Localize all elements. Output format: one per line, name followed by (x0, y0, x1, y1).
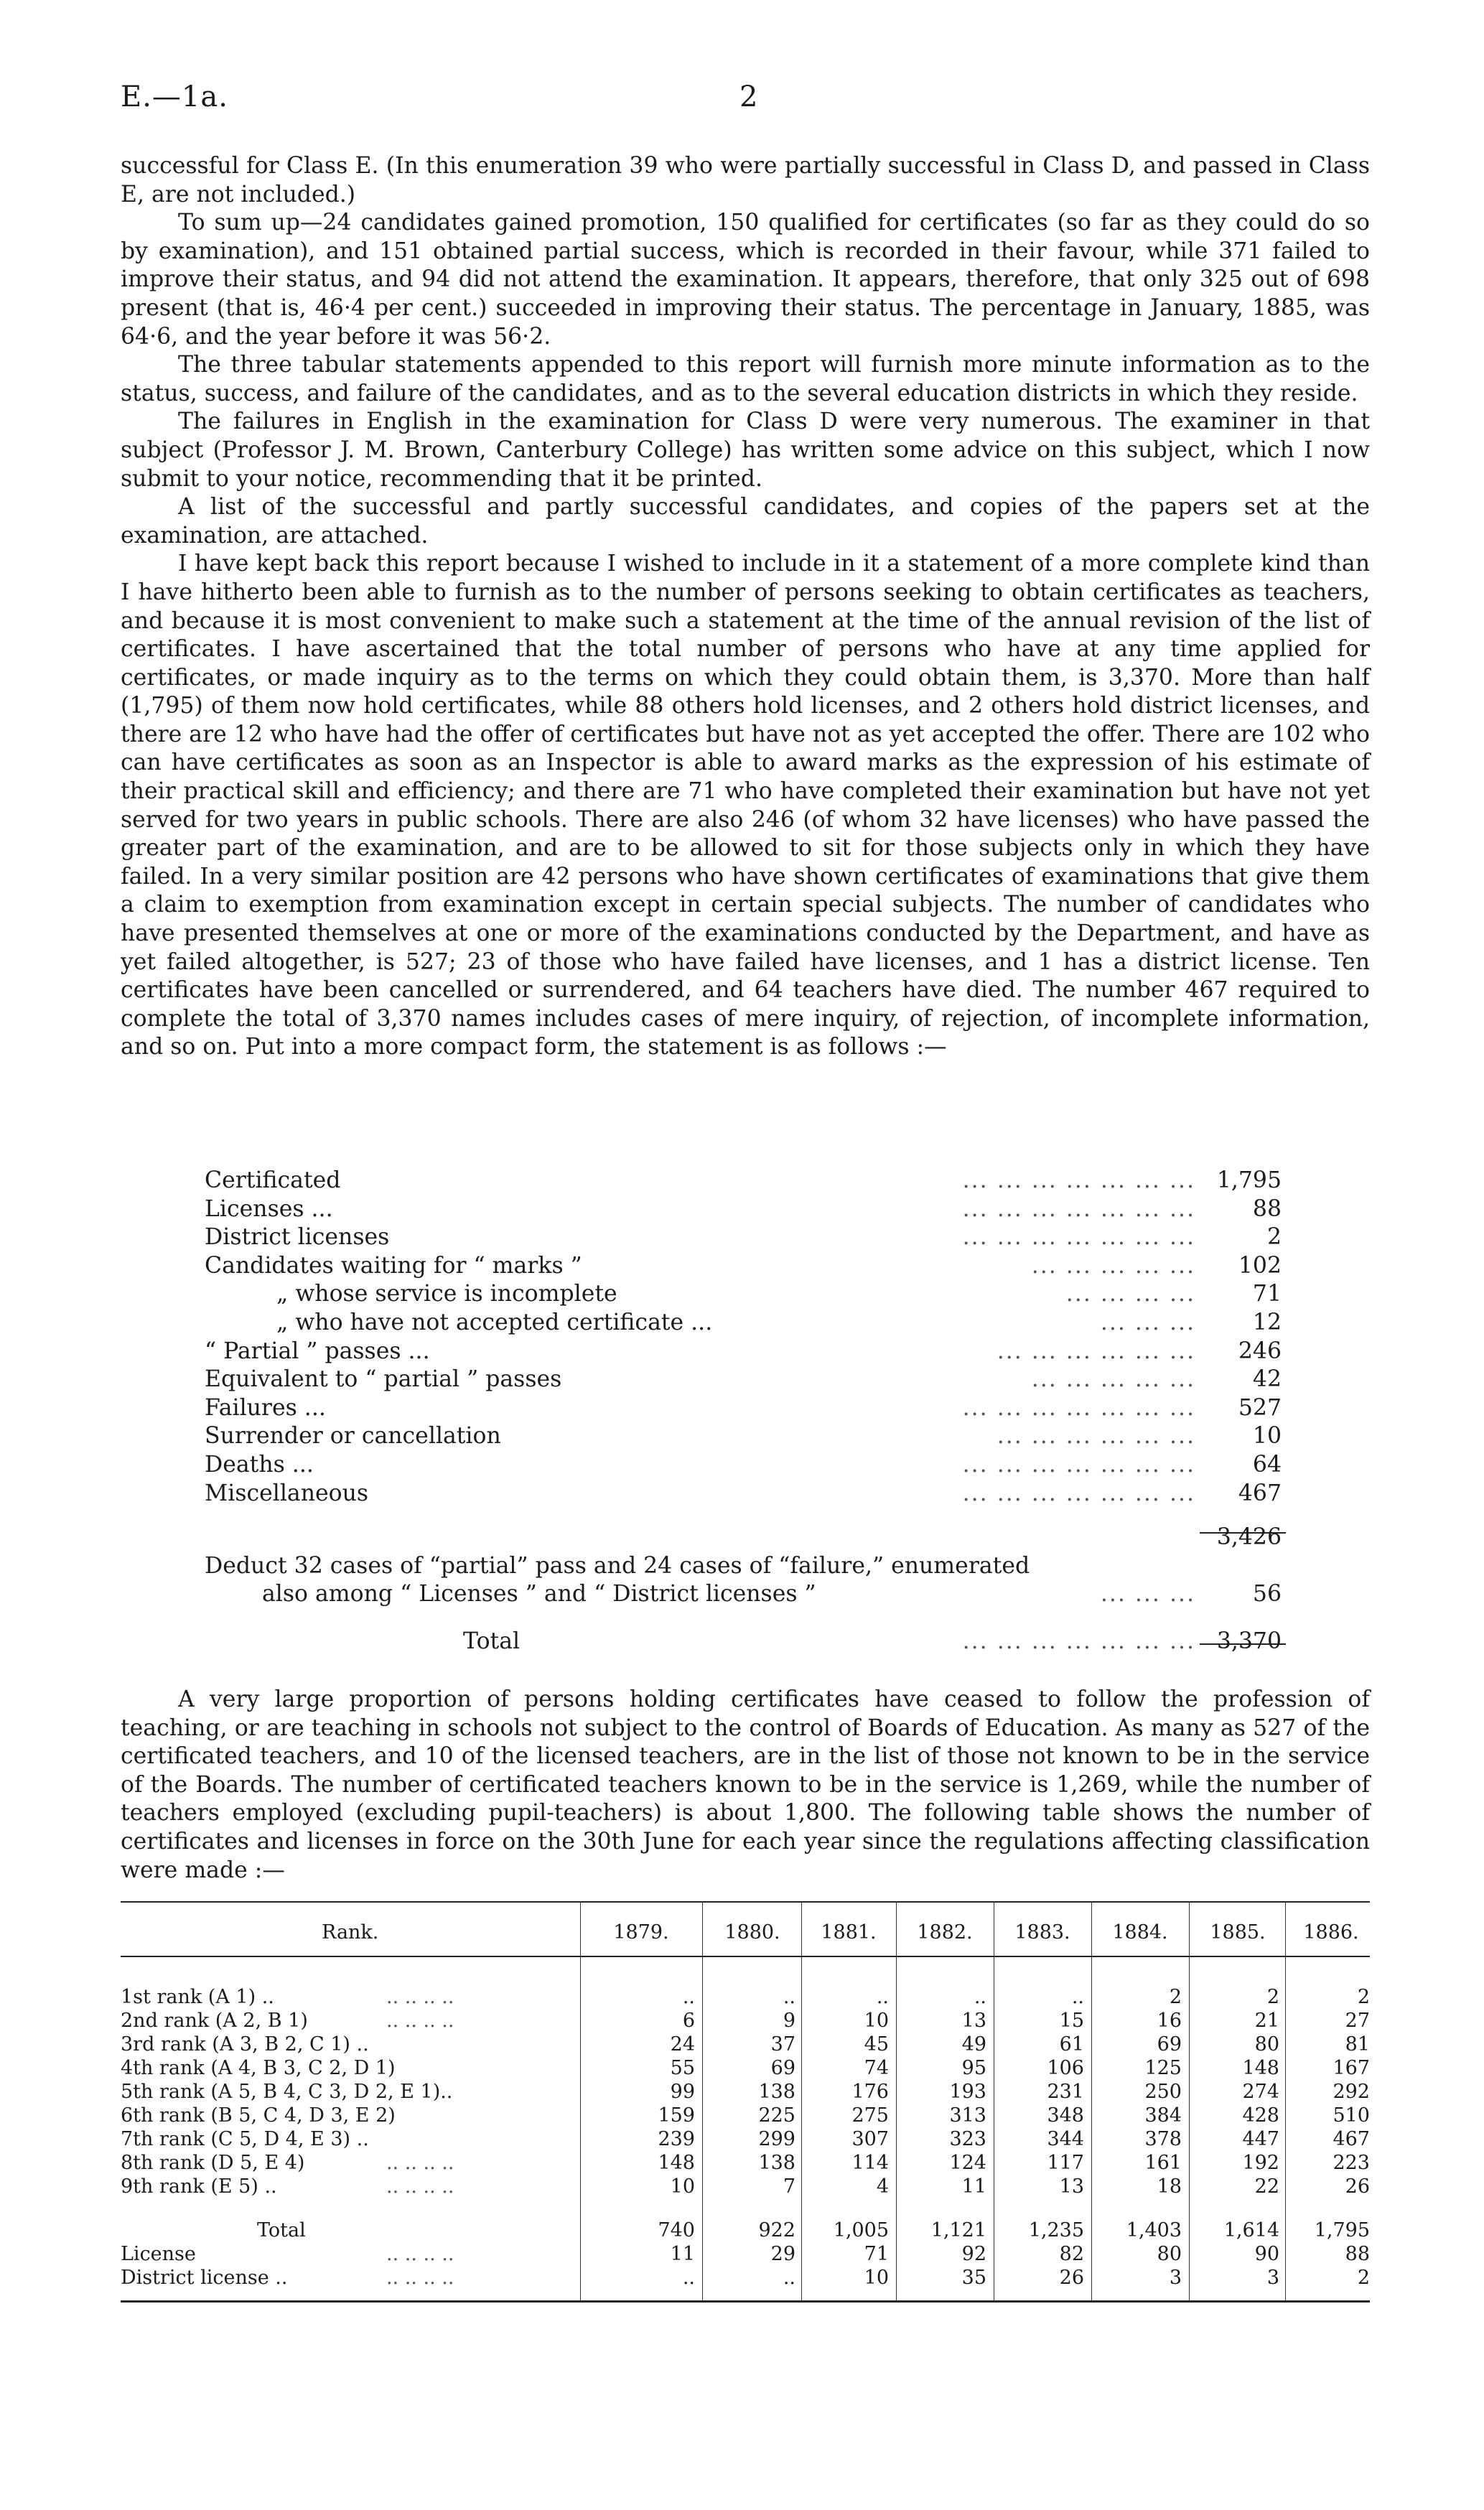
rank-row-label: 5th rank (A 5, B 4, C 3, D 2, E 1).. (121, 2081, 453, 2103)
series-header: E.—1a. (121, 80, 228, 113)
total-value: 3,370 (1216, 1628, 1282, 1654)
statement-value: 71 (1252, 1281, 1282, 1307)
total-row-value: 922 (758, 2219, 795, 2241)
column-header-year: 1883. (1014, 1921, 1070, 1944)
rank-row-label: 4th rank (A 4, B 3, C 2, D 1) (121, 2057, 396, 2079)
dot-leader: ... ... ... ... ... ... ... (962, 1628, 1195, 1654)
rank-row-value: 225 (758, 2104, 795, 2127)
dot-leader: .. .. .. .. (386, 2152, 454, 2174)
rank-row-value: 15 (1059, 2010, 1084, 2032)
license-row-value: .. (783, 2267, 795, 2289)
dot-leader: ... ... ... ... ... (1031, 1252, 1195, 1279)
license-row-value: 90 (1254, 2243, 1279, 2265)
statement-label: “ Partial ” passes ... (205, 1338, 430, 1364)
column-header-year: 1882. (917, 1921, 973, 1944)
rank-row-value: 428 (1242, 2104, 1279, 2127)
license-row-value: 92 (961, 2243, 986, 2265)
column-rule (702, 1901, 703, 2300)
rank-row-label: 8th rank (D 5, E 4) (121, 2152, 305, 2174)
column-header-year: 1880. (724, 1921, 780, 1944)
rank-row-value: 6 (682, 2010, 695, 2032)
rank-row-value: 106 (1047, 2057, 1084, 2079)
rank-row-value: 10 (864, 2010, 889, 2032)
statement-label: Candidates waiting for “ marks ” (205, 1252, 582, 1279)
rank-row-value: .. (876, 1986, 889, 2008)
statement-label: District licenses (205, 1224, 390, 1251)
rank-row-value: 117 (1047, 2152, 1084, 2174)
deduct-row (205, 1552, 1296, 1581)
table-top-rule (121, 1901, 1370, 1903)
rank-row-value: 124 (949, 2152, 986, 2174)
rank-row-value: 239 (658, 2128, 695, 2150)
statement-label: „ who have not accepted certificate ... (276, 1309, 713, 1335)
dot-leader: ... ... ... ... ... ... ... (962, 1224, 1195, 1251)
rank-row-value: 159 (658, 2104, 695, 2127)
total-row-label: Total (257, 2219, 306, 2241)
license-row-value: 26 (1059, 2267, 1084, 2289)
rank-row-value: 81 (1345, 2033, 1370, 2056)
statement-label: Failures ... (205, 1394, 326, 1421)
rank-row-value: 231 (1047, 2081, 1084, 2103)
dot-leader: ... ... ... ... (1065, 1281, 1195, 1307)
statement-row (205, 1252, 1296, 1281)
rank-row-value: 323 (949, 2128, 986, 2150)
rank-row-label: 2nd rank (A 2, B 1) (121, 2010, 308, 2032)
rank-row-value: 125 (1144, 2057, 1182, 2079)
rank-row-value: .. (974, 1986, 986, 2008)
statement-row (205, 1309, 1296, 1338)
paragraph: The failures in English in the examination for Class D were very numerous. The examiner in that subject (Professor J. M. Brown, Canterbury College) has written some advice on this subject, which I now submit to your notice, recommending that it be printed. (121, 409, 1370, 492)
page-number: 2 (739, 80, 758, 113)
rank-row-value: 275 (851, 2104, 889, 2127)
rank-row-value: 192 (1242, 2152, 1279, 2174)
deduct-label: also among “ Licenses ” and “ District licenses ” (262, 1581, 816, 1608)
rank-row-value: 138 (758, 2081, 795, 2103)
column-rule (1285, 1901, 1286, 2300)
statement-row (205, 1167, 1296, 1195)
license-row-value: 71 (864, 2243, 889, 2265)
rank-row-value: .. (682, 1986, 695, 2008)
rank-row-value: 344 (1047, 2128, 1084, 2150)
rank-row-label: 9th rank (E 5) .. (121, 2175, 277, 2198)
rank-row-value: 9 (783, 2010, 795, 2032)
rank-row-value: 74 (864, 2057, 889, 2079)
dot-leader: ... ... ... ... ... ... ... (962, 1195, 1195, 1222)
license-row-value: 11 (670, 2243, 695, 2265)
rank-row-value: 348 (1047, 2104, 1084, 2127)
rank-row-value: 467 (1333, 2128, 1370, 2150)
license-row-value: 35 (961, 2267, 986, 2289)
dot-leader: ... ... ... ... ... ... ... (962, 1451, 1195, 1478)
rank-row-value: 55 (670, 2057, 695, 2079)
body-text (121, 152, 1370, 1062)
rank-row-label: 3rd rank (A 3, B 2, C 1) .. (121, 2033, 369, 2056)
rank-row-value: 447 (1242, 2128, 1279, 2150)
column-header-year: 1881. (821, 1921, 877, 1944)
subtotal-value: 3,426 (1216, 1524, 1282, 1551)
rank-row-value: 313 (949, 2104, 986, 2127)
rank-row-value: 21 (1254, 2010, 1279, 2032)
statement-label: Miscellaneous (205, 1480, 369, 1506)
table-header-rule (121, 1956, 1370, 1957)
rank-row-value: 69 (1157, 2033, 1182, 2056)
total-row-value: 1,005 (833, 2219, 889, 2241)
total-row-value: 1,614 (1223, 2219, 1279, 2241)
total-label: Total (463, 1628, 521, 1654)
dot-leader: ... ... ... ... ... ... (997, 1338, 1195, 1364)
rank-row-value: 61 (1059, 2033, 1084, 2056)
statement-value: 10 (1252, 1423, 1282, 1450)
column-header-year: 1884. (1112, 1921, 1168, 1944)
license-row-value: 2 (1357, 2267, 1370, 2289)
column-rule (801, 1901, 802, 2300)
rank-row-value: 45 (864, 2033, 889, 2056)
rank-row-value: 13 (961, 2010, 986, 2032)
paragraph: A list of the successful and partly successful candidates, and copies of the papers set at the examination, are attached. (121, 494, 1370, 549)
statement-value: 12 (1252, 1309, 1282, 1335)
dot-leader: ... ... ... ... ... ... ... (962, 1167, 1195, 1193)
rank-row-value: 307 (851, 2128, 889, 2150)
license-row-value: 3 (1169, 2267, 1182, 2289)
dot-leader: ... ... ... ... ... ... ... (962, 1394, 1195, 1421)
column-rule (580, 1901, 581, 2300)
total-row-value: 1,121 (930, 2219, 986, 2241)
statement-row (205, 1195, 1296, 1224)
rank-row-label: 7th rank (C 5, D 4, E 3) .. (121, 2128, 369, 2150)
dot-leader: .. .. .. .. (386, 2010, 454, 2032)
column-rule (896, 1901, 897, 2300)
license-row-value: .. (682, 2267, 695, 2289)
column-rule (1189, 1901, 1190, 2300)
total-row-value: 740 (658, 2219, 695, 2241)
statement-row (205, 1451, 1296, 1480)
license-row-value: 88 (1345, 2243, 1370, 2265)
dot-leader: .. .. .. .. (386, 2175, 454, 2198)
rank-row-value: 274 (1242, 2081, 1279, 2103)
body-text (121, 1686, 1370, 1885)
statement-label: „ whose service is incomplete (276, 1281, 617, 1307)
paragraph: The three tabular statements appended to this report will furnish more minute information as to the status, success, and failure of the candidates, and as to the several education districts in which they reside. (121, 352, 1370, 406)
rank-row-value: 37 (770, 2033, 795, 2056)
rank-row-value: 16 (1157, 2010, 1182, 2032)
license-row-label: License (121, 2243, 196, 2265)
rank-row-value: 167 (1333, 2057, 1370, 2079)
rank-row-value: 26 (1345, 2175, 1370, 2198)
statement-value: 42 (1252, 1366, 1282, 1393)
statement-row (205, 1394, 1296, 1423)
statement-row (205, 1338, 1296, 1366)
statement-label: Licenses ... (205, 1195, 333, 1222)
rank-row-label: 1st rank (A 1) .. (121, 1986, 274, 2008)
statement-row (205, 1422, 1296, 1451)
statement-label: Certificated (205, 1167, 341, 1193)
total-row-value: 1,795 (1314, 2219, 1370, 2241)
rank-row-value: 99 (670, 2081, 695, 2103)
rank-row-value: 2 (1266, 1986, 1279, 2008)
license-row-value: 10 (864, 2267, 889, 2289)
rank-row-value: 292 (1333, 2081, 1370, 2103)
rank-row-value: 22 (1254, 2175, 1279, 2198)
statement-value: 88 (1252, 1195, 1282, 1222)
statement-row (205, 1480, 1296, 1508)
paragraph: successful for Class E. (In this enumeration 39 who were partially successful in Class D, and passed in Class E, are not included.) (121, 153, 1370, 207)
rank-row-value: 114 (851, 2152, 889, 2174)
statement-value: 246 (1238, 1338, 1282, 1364)
rank-row-value: 250 (1144, 2081, 1182, 2103)
license-row-value: 80 (1157, 2243, 1182, 2265)
rank-row-value: 2 (1169, 1986, 1182, 2008)
rank-row-value: 24 (670, 2033, 695, 2056)
dot-leader: ... ... ... ... ... ... (997, 1423, 1195, 1450)
license-row-label: District license .. (121, 2267, 288, 2289)
column-rule (1091, 1901, 1092, 2300)
rank-row-value: 69 (770, 2057, 795, 2079)
rank-row-value: 11 (961, 2175, 986, 2198)
rank-row-label: 6th rank (B 5, C 4, D 3, E 2) (121, 2104, 396, 2127)
rank-row-value: 10 (670, 2175, 695, 2198)
rank-row-value: .. (783, 1986, 795, 2008)
table-bottom-rule (121, 2300, 1370, 2303)
rank-row-value: 384 (1144, 2104, 1182, 2127)
total-row (205, 1628, 1296, 1656)
rank-row-value: 138 (758, 2152, 795, 2174)
statement-value: 527 (1238, 1394, 1282, 1421)
license-row-value: 3 (1266, 2267, 1279, 2289)
statement-row (205, 1223, 1296, 1252)
rank-row-value: 49 (961, 2033, 986, 2056)
rank-row-value: 80 (1254, 2033, 1279, 2056)
statement-label: Deaths ... (205, 1451, 314, 1478)
rank-row-value: 95 (961, 2057, 986, 2079)
certificates-table (121, 1901, 1370, 2303)
rank-row-value: 510 (1333, 2104, 1370, 2127)
rank-row-value: 27 (1345, 2010, 1370, 2032)
rank-row-value: 223 (1333, 2152, 1370, 2174)
rank-row-value: 148 (1242, 2057, 1279, 2079)
column-header-year: 1879. (613, 1921, 669, 1944)
column-header-year: 1886. (1303, 1921, 1359, 1944)
statement-value: 1,795 (1216, 1167, 1282, 1193)
dot-leader: ... ... ... ... ... ... ... (962, 1480, 1195, 1506)
deduct-value: 56 (1252, 1581, 1282, 1608)
rank-row-value: 161 (1144, 2152, 1182, 2174)
dot-leader: .. .. .. .. (386, 2243, 454, 2265)
column-header-rank: Rank. (322, 1921, 379, 1944)
subtotal-row (205, 1524, 1296, 1552)
rank-row-value: 13 (1059, 2175, 1084, 2198)
license-row-value: 29 (770, 2243, 795, 2265)
dot-leader: ... ... ... (1100, 1581, 1195, 1608)
statement-row (205, 1280, 1296, 1309)
deduct-label: Deduct 32 cases of “partial” pass and 24 cases of “failure,” enumerated (205, 1552, 1030, 1579)
dot-leader: ... ... ... ... ... (1031, 1366, 1195, 1393)
paragraph: To sum up—24 candidates gained promotion, 150 qualified for certificates (so far as they could do so by examination), and 151 obtained partial success, which is recorded in their favour, while 371 failed to improve their status, and 94 did not attend the examination. It appears, therefore, that only 325 out of 698 present (that is, 46·4 per cent.) succeeded in improving their status. The percentage in January, 1885, was 64·6, and the year before it was 56·2. (121, 210, 1370, 350)
rank-row-value: 148 (658, 2152, 695, 2174)
statement-label: Equivalent to “ partial ” passes (205, 1366, 562, 1393)
rank-row-value: 176 (851, 2081, 889, 2103)
column-header-year: 1885. (1210, 1921, 1266, 1944)
statement-value: 64 (1252, 1451, 1282, 1478)
rank-row-value: 2 (1357, 1986, 1370, 2008)
dot-leader: .. .. .. .. (386, 1986, 454, 2008)
paragraph: A very large proportion of persons holding certificates have ceased to follow the profession of teaching, or are teaching in schools not subject to the control of Boards of Education. As many as 527 of the certificated teachers, and 10 of the licensed teachers, are in the list of those not known to be in the service of the Boards. The number of certificated teachers known to be in the service is 1,269, while the number of teachers employed (excluding pupil-teachers) is about 1,800. The following table shows the number of certificates and licenses in force on the 30th June for each year since the regulations affecting classification were made :— (121, 1686, 1370, 1883)
statement-value: 102 (1238, 1252, 1282, 1279)
rank-row-value: 7 (783, 2175, 795, 2198)
dot-leader: ... ... ... (1100, 1309, 1195, 1335)
rank-row-value: 378 (1144, 2128, 1182, 2150)
rank-row-value: 4 (876, 2175, 889, 2198)
license-row-value: 82 (1059, 2243, 1084, 2265)
rank-row-value: .. (1071, 1986, 1084, 2008)
statement-label: Surrender or cancellation (205, 1423, 501, 1450)
rank-row-value: 18 (1157, 2175, 1182, 2198)
rank-row-value: 193 (949, 2081, 986, 2103)
statement-value: 467 (1238, 1480, 1282, 1506)
statement-row (205, 1366, 1296, 1394)
rank-row-value: 299 (758, 2128, 795, 2150)
total-row-value: 1,403 (1126, 2219, 1182, 2241)
statement-value: 2 (1266, 1224, 1282, 1251)
paragraph: I have kept back this report because I wished to include in it a statement of a more complete kind than I have hitherto been able to furnish as to the number of persons seeking to obtain certificates as teachers, and because it is most convenient to make such a statement at the time of the annual revision of the list of certificates. I have ascertained that the total number of persons who have at any time applied for certificates, or made inquiry as to the terms on which they could obtain them, is 3,370. More than half (1,795) of them now hold certificates, while 88 others hold licenses, and 2 others hold district licenses, and there are 12 who have had the offer of certificates but have not as yet accepted the offer. There are 102 who can have certificates as soon as an Inspector is able to award marks as the expression of his estimate of their practical skill and efficiency; and there are 71 who have completed their examination but have not yet served for two years in public schools. There are also 246 (of whom 32 have licenses) who have passed the greater part of the examination, and are to be allowed to sit for those subjects only in which they have failed. In a very similar position are 42 persons who have shown certificates of examinations that give them a claim to exemption from examination except in certain special subjects. The number of candidates who have presented themselves at one or more of the examinations conducted by the Department, and have as yet failed altogether, is 527; 23 of those who have failed have licenses, and 1 has a district license. Ten certificates have been cancelled or surrendered, and 64 teachers have died. The number 467 required to complete the total of 3,370 names includes cases of mere inquiry, of rejection, of incomplete information, and so on. Put into a more compact form, the statement is as follows :— (121, 551, 1370, 1060)
total-row-value: 1,235 (1028, 2219, 1084, 2241)
summary-statement (205, 1167, 1296, 1656)
dot-leader: .. .. .. .. (386, 2267, 454, 2289)
deduct-row (205, 1580, 1296, 1609)
